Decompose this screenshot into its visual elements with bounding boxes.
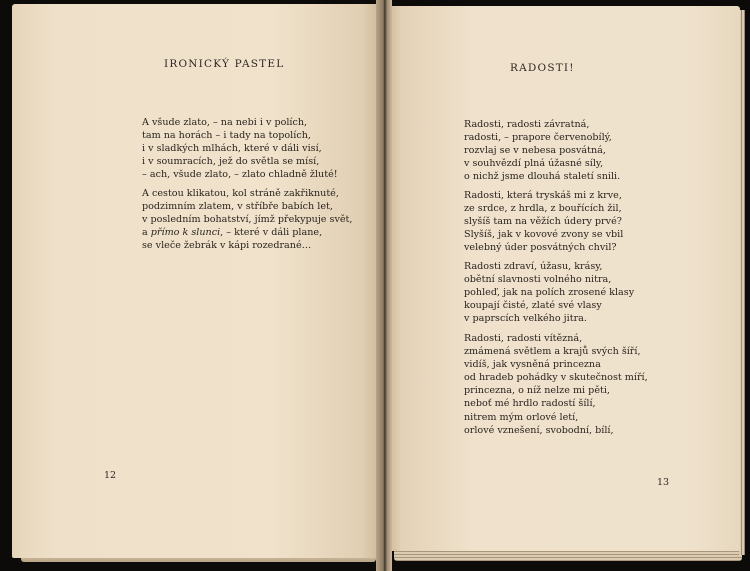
left-page [12, 4, 384, 558]
poem-line: neboť mé hrdlo radostí šílí, [464, 398, 596, 410]
right-page [384, 6, 740, 551]
poem-line: i v sladkých mlhách, které v dáli visí, [142, 143, 322, 155]
left-stanza-1 [142, 116, 338, 181]
page-number-left: 12 [104, 470, 117, 481]
poem-line: A cestou klikatou, kol stráně zakřiknuté, [142, 188, 339, 199]
poem-line: tam na horách – i tady na topolích, [142, 130, 311, 142]
right-stanza-3 [464, 260, 634, 325]
poem-line: Radosti, která tryskáš mi z krve, [464, 190, 622, 201]
poem-line: princezna, o níž nelze mi pěti, [464, 385, 610, 397]
line-suffix: , – které v dáli plane, [220, 227, 323, 239]
poem-line: nitrem mým orlové letí, [464, 411, 579, 423]
left-stanza-2 [142, 187, 352, 252]
poem-line: v posledním bohatství, jímž překypuje svět, [142, 214, 353, 226]
poem-line: od hradeb pohádky v skutečnost míří, [464, 372, 648, 384]
poem-line: v paprscích velkého jitra. [464, 313, 587, 325]
book-spine-gutter [376, 0, 392, 571]
poem-line: ze srdce, z hrdla, z bouřících žil, [464, 203, 622, 215]
line-prefix: a [142, 227, 151, 239]
page-number-right: 13 [657, 477, 670, 488]
poem-line: velebný úder posvátných chvil? [464, 242, 617, 254]
poem-line: Radosti, radosti závratná, [464, 119, 590, 130]
poem-line: v souhvězdí plná úžasné síly, [464, 158, 604, 170]
poem-line: Slyšíš, jak v kovové zvony se vbil [464, 229, 624, 241]
poem-line: orlové vznešení, svobodní, bílí, [464, 424, 614, 436]
poem-line: Radosti zdraví, úžasu, krásy, [464, 261, 603, 272]
poem-line: slyšíš tam na věžích údery prvé? [464, 216, 622, 228]
poem-title-radosti: RADOSTI! [510, 62, 575, 74]
poem-line: zmámená světlem a krajů svých šíří, [464, 346, 641, 358]
poem-line: podzimním zlatem, v stříbře babích let, [142, 201, 333, 213]
poem-line: o nichž jsme dlouhá staletí snili. [464, 171, 621, 183]
poem-line: radosti, – prapore červenobílý, [464, 132, 612, 144]
right-stanza-1 [464, 118, 620, 183]
poem-line: pohleď, jak na polích zrosené klasy [464, 287, 635, 299]
open-book [6, 0, 746, 571]
poem-line: koupají čisté, zlaté své vlasy [464, 300, 602, 312]
poem-line: vidíš, jak vysněná princezna [464, 359, 601, 371]
italic-phrase: přímo k slunci [150, 227, 221, 239]
poem-line-with-italic [142, 226, 352, 239]
poem-line: rozvlaj se v nebesa posvátná, [464, 145, 606, 157]
poem-line: i v soumracích, jež do světla se mísí, [142, 156, 320, 168]
poem-line: Radosti, radosti vítězná, [464, 333, 583, 344]
poem-line: se vleče žebrák v kápi rozedrané… [142, 240, 312, 252]
poem-line: obětní slavnosti volného nitra, [464, 274, 612, 286]
right-stanza-2 [464, 189, 623, 254]
poem-line: – ach, všude zlato, – zlato chladně žluté! [142, 169, 338, 181]
poem-title-ironicky-pastel: IRONICKÝ PASTEL [164, 58, 285, 70]
right-stanza-4 [464, 332, 648, 437]
poem-line: A všude zlato, – na nebi i v polích, [142, 117, 308, 128]
